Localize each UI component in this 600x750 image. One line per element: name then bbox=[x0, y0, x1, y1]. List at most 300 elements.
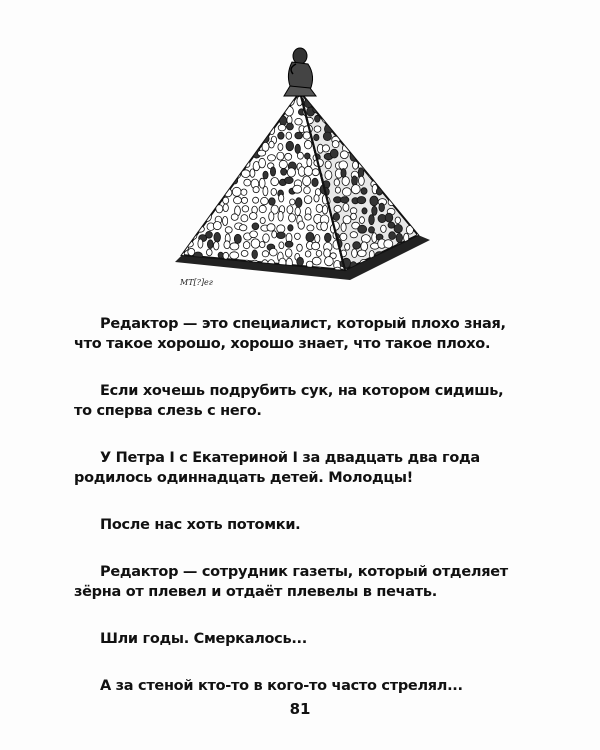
crowd-face-doodle bbox=[233, 144, 241, 150]
crowd-face-doodle bbox=[187, 204, 195, 214]
crowd-face-doodle bbox=[241, 197, 247, 203]
crowd-face-doodle bbox=[325, 107, 331, 115]
paragraph: Шли годы. Смеркалось... bbox=[100, 631, 307, 647]
crowd-face-doodle bbox=[208, 115, 214, 122]
crowd-face-doodle bbox=[241, 89, 247, 96]
crowd-face-doodle bbox=[370, 90, 379, 97]
crowd-face-doodle bbox=[361, 235, 370, 243]
crowd-face-doodle bbox=[243, 242, 250, 249]
crowd-face-doodle bbox=[185, 271, 194, 278]
crowd-face-doodle bbox=[206, 134, 215, 144]
crowd-face-doodle bbox=[412, 135, 418, 141]
crowd-face-doodle bbox=[260, 98, 266, 108]
crowd-face-doodle bbox=[360, 115, 367, 124]
crowd-face-doodle bbox=[181, 125, 187, 134]
crowd-face-doodle bbox=[185, 100, 194, 107]
crowd-face-doodle bbox=[207, 152, 215, 160]
crowd-face-doodle bbox=[361, 188, 367, 195]
crowd-face-doodle bbox=[341, 132, 349, 141]
crowd-face-doodle bbox=[259, 158, 266, 168]
crowd-face-doodle bbox=[397, 125, 405, 135]
crowd-face-doodle bbox=[385, 213, 393, 222]
crowd-face-doodle bbox=[360, 104, 367, 112]
crowd-face-doodle bbox=[359, 144, 368, 152]
crowd-face-doodle bbox=[396, 98, 404, 106]
crowd-face-doodle bbox=[197, 194, 206, 203]
crowd-face-doodle bbox=[232, 187, 241, 196]
crowd-face-doodle bbox=[325, 100, 330, 107]
crowd-face-doodle bbox=[249, 98, 256, 104]
crowd-face-doodle bbox=[298, 221, 304, 229]
crowd-face-doodle bbox=[369, 227, 375, 233]
crowd-face-doodle bbox=[234, 234, 241, 243]
crowd-face-doodle bbox=[278, 144, 283, 151]
crowd-face-doodle bbox=[333, 109, 340, 116]
crowd-face-doodle bbox=[214, 134, 220, 143]
crowd-face-doodle bbox=[259, 106, 265, 114]
crowd-face-doodle bbox=[342, 177, 349, 186]
crowd-face-doodle bbox=[270, 167, 275, 176]
crowd-face-doodle bbox=[259, 205, 266, 212]
crowd-face-doodle bbox=[244, 132, 250, 141]
crowd-face-doodle bbox=[396, 163, 405, 170]
crowd-face-doodle bbox=[295, 233, 301, 239]
crowd-face-doodle bbox=[285, 241, 293, 247]
crowd-face-doodle bbox=[312, 169, 319, 176]
crowd-face-doodle bbox=[316, 90, 324, 99]
crowd-face-doodle bbox=[194, 168, 203, 175]
crowd-face-doodle bbox=[353, 161, 359, 169]
crowd-face-doodle bbox=[188, 159, 194, 167]
crowd-face-doodle bbox=[341, 169, 346, 178]
crowd-face-doodle bbox=[179, 269, 185, 277]
crowd-face-doodle bbox=[312, 242, 320, 250]
crowd-face-doodle bbox=[295, 207, 300, 215]
crowd-face-doodle bbox=[224, 241, 230, 249]
crowd-face-doodle bbox=[224, 114, 231, 121]
crowd-face-doodle bbox=[304, 196, 312, 204]
crowd-face-doodle bbox=[336, 123, 341, 130]
crowd-face-doodle bbox=[204, 127, 212, 134]
crowd-face-doodle bbox=[370, 115, 378, 121]
crowd-face-doodle bbox=[262, 251, 269, 257]
crowd-face-doodle bbox=[208, 194, 214, 203]
crowd-face-doodle bbox=[404, 270, 411, 279]
crowd-face-doodle bbox=[205, 89, 211, 97]
crowd-face-doodle bbox=[262, 88, 268, 96]
pyramid-of-people-illustration bbox=[150, 30, 450, 300]
crowd-face-doodle bbox=[380, 168, 386, 174]
crowd-face-doodle bbox=[214, 232, 221, 242]
crowd-face-doodle bbox=[332, 106, 339, 115]
crowd-face-doodle bbox=[212, 97, 220, 106]
crowd-face-doodle bbox=[405, 251, 413, 260]
crowd-face-doodle bbox=[314, 126, 321, 132]
crowd-face-doodle bbox=[415, 159, 423, 168]
crowd-face-doodle bbox=[331, 90, 339, 97]
crowd-face-doodle bbox=[341, 223, 346, 232]
crowd-face-doodle bbox=[398, 170, 403, 179]
crowd-face-doodle bbox=[222, 140, 230, 149]
crowd-face-doodle bbox=[289, 214, 296, 222]
crowd-face-doodle bbox=[369, 135, 377, 141]
crowd-face-doodle bbox=[213, 114, 222, 123]
crowd-face-doodle bbox=[178, 143, 185, 152]
crowd-face-doodle bbox=[340, 151, 348, 159]
crowd-face-doodle bbox=[315, 115, 321, 122]
crowd-face-doodle bbox=[209, 141, 214, 150]
pyramid-drawing bbox=[150, 30, 450, 300]
crowd-face-doodle bbox=[223, 122, 230, 131]
crowd-face-doodle bbox=[252, 250, 258, 259]
crowd-face-doodle bbox=[180, 158, 185, 167]
crowd-face-doodle bbox=[386, 92, 394, 98]
crowd-face-doodle bbox=[341, 125, 347, 135]
crowd-face-doodle bbox=[394, 134, 402, 142]
crowd-face-doodle bbox=[407, 95, 412, 104]
paragraph: Редактор — это специалист, который плохо зная, что такое хорошо, хорошо знает, что такое плохо. bbox=[74, 316, 506, 352]
crowd-face-doodle bbox=[252, 223, 259, 230]
crowd-face-doodle bbox=[388, 222, 395, 228]
crowd-face-doodle bbox=[287, 168, 295, 177]
crowd-face-doodle bbox=[214, 107, 220, 117]
crowd-face-doodle bbox=[230, 243, 239, 250]
crowd-face-doodle bbox=[387, 267, 396, 277]
crowd-face-doodle bbox=[224, 269, 229, 275]
crowd-face-doodle bbox=[253, 197, 259, 203]
crowd-face-doodle bbox=[181, 197, 190, 206]
crowd-face-doodle bbox=[370, 151, 376, 157]
crowd-face-doodle bbox=[242, 117, 249, 123]
crowd-face-doodle bbox=[295, 132, 303, 139]
paragraph: После нас хоть потомки. bbox=[100, 517, 301, 533]
crowd-face-doodle bbox=[369, 106, 374, 116]
crowd-face-doodle bbox=[349, 105, 357, 113]
crowd-face-doodle bbox=[208, 179, 213, 186]
crowd-face-doodle bbox=[416, 190, 422, 197]
crowd-face-doodle bbox=[414, 116, 422, 125]
crowd-face-doodle bbox=[190, 169, 199, 177]
crowd-face-doodle bbox=[297, 257, 304, 265]
crowd-face-doodle bbox=[241, 250, 248, 256]
crowd-face-doodle bbox=[415, 98, 422, 104]
crowd-face-doodle bbox=[249, 213, 257, 220]
crowd-face-doodle bbox=[263, 234, 270, 243]
crowd-face-doodle bbox=[408, 213, 415, 220]
crowd-face-doodle bbox=[269, 141, 274, 148]
crowd-face-doodle bbox=[250, 144, 255, 151]
crowd-face-doodle bbox=[342, 113, 350, 123]
crowd-face-doodle bbox=[207, 240, 213, 249]
crowd-face-doodle bbox=[217, 145, 222, 152]
crowd-face-doodle bbox=[335, 187, 340, 193]
crowd-face-doodle bbox=[318, 89, 323, 97]
crowd-face-doodle bbox=[235, 86, 241, 96]
crowd-face-doodle bbox=[304, 187, 311, 194]
crowd-face-doodle bbox=[334, 205, 341, 212]
crowd-face-doodle bbox=[225, 170, 234, 180]
crowd-face-doodle bbox=[240, 96, 247, 102]
crowd-face-doodle bbox=[323, 132, 331, 141]
crowd-face-doodle bbox=[417, 252, 422, 259]
crowd-face-doodle bbox=[323, 109, 329, 116]
crowd-face-doodle bbox=[278, 211, 283, 221]
crowd-face-doodle bbox=[344, 89, 352, 96]
crowd-face-doodle bbox=[390, 97, 396, 106]
crowd-face-doodle bbox=[261, 197, 269, 204]
crowd-face-doodle bbox=[399, 258, 404, 267]
crowd-face-doodle bbox=[242, 206, 249, 212]
crowd-face-doodle bbox=[249, 108, 256, 116]
crowd-face-doodle bbox=[352, 249, 358, 258]
crowd-face-doodle bbox=[223, 216, 228, 225]
crowd-face-doodle bbox=[286, 123, 293, 130]
crowd-face-doodle bbox=[188, 150, 194, 157]
crowd-face-doodle bbox=[250, 231, 258, 238]
crowd-face-doodle bbox=[316, 204, 323, 212]
crowd-face-doodle bbox=[189, 199, 195, 205]
crowd-face-doodle bbox=[406, 260, 415, 269]
crowd-face-doodle bbox=[281, 168, 287, 175]
crowd-face-doodle bbox=[353, 125, 358, 133]
crowd-face-doodle bbox=[258, 114, 265, 123]
crowd-face-doodle bbox=[338, 88, 345, 96]
crowd-face-doodle bbox=[332, 96, 339, 105]
crowd-face-doodle bbox=[325, 161, 331, 169]
crowd-face-doodle bbox=[279, 160, 287, 168]
crowd-face-doodle bbox=[397, 198, 406, 207]
crowd-face-doodle bbox=[205, 167, 211, 176]
crowd-face-doodle bbox=[381, 225, 387, 232]
crowd-face-doodle bbox=[342, 123, 348, 131]
crowd-face-doodle bbox=[326, 114, 332, 120]
crowd-face-doodle bbox=[196, 91, 204, 97]
crowd-face-doodle bbox=[377, 116, 385, 123]
crowd-face-doodle bbox=[252, 271, 260, 279]
crowd-face-doodle bbox=[315, 99, 323, 107]
crowd-face-doodle bbox=[218, 178, 223, 185]
crowd-face-doodle bbox=[277, 105, 283, 114]
crowd-face-doodle bbox=[271, 189, 277, 196]
crowd-face-doodle bbox=[357, 197, 366, 204]
crowd-face-doodle bbox=[362, 88, 368, 96]
crowd-face-doodle bbox=[334, 179, 339, 186]
crowd-face-doodle bbox=[286, 132, 292, 139]
crowd-face-doodle bbox=[198, 239, 203, 248]
crowd-face-doodle bbox=[384, 169, 392, 177]
crowd-face-doodle bbox=[297, 152, 303, 159]
crowd-face-doodle bbox=[288, 225, 293, 231]
crowd-face-doodle bbox=[270, 97, 276, 103]
crowd-face-doodle bbox=[233, 96, 239, 105]
crowd-face-doodle bbox=[404, 178, 411, 185]
crowd-face-doodle bbox=[182, 108, 187, 115]
crowd-face-doodle bbox=[266, 109, 274, 115]
crowd-face-doodle bbox=[231, 124, 238, 132]
crowd-face-doodle bbox=[371, 142, 377, 150]
crowd-face-doodle bbox=[350, 232, 357, 238]
crowd-face-doodle bbox=[379, 179, 385, 187]
crowd-face-doodle bbox=[362, 208, 367, 214]
crowd-face-doodle bbox=[240, 140, 248, 149]
crowd-face-doodle bbox=[293, 185, 302, 193]
crowd-face-doodle bbox=[351, 132, 357, 141]
crowd-face-doodle bbox=[217, 162, 222, 171]
crowd-face-doodle bbox=[417, 108, 423, 117]
crowd-face-doodle bbox=[178, 225, 184, 234]
crowd-face-doodle bbox=[370, 124, 379, 131]
crowd-face-doodle bbox=[212, 196, 221, 202]
crowd-face-doodle bbox=[342, 107, 347, 115]
crowd-face-doodle bbox=[271, 178, 279, 186]
crowd-face-doodle bbox=[295, 198, 302, 208]
crowd-face-doodle bbox=[305, 214, 312, 220]
crowd-face-doodle bbox=[314, 134, 319, 140]
crowd-face-doodle bbox=[225, 227, 232, 233]
crowd-face-doodle bbox=[386, 124, 392, 132]
crowd-face-doodle bbox=[243, 124, 251, 133]
crowd-face-doodle bbox=[351, 88, 360, 95]
crowd-face-doodle bbox=[189, 213, 197, 219]
crowd-face-doodle bbox=[304, 166, 312, 176]
crowd-face-doodle bbox=[314, 195, 319, 202]
crowd-face-doodle bbox=[343, 203, 349, 211]
crowd-face-doodle bbox=[285, 153, 292, 160]
crowd-face-doodle bbox=[233, 152, 239, 160]
crowd-face-doodle bbox=[179, 151, 185, 160]
crowd-face-doodle bbox=[200, 140, 205, 149]
crowd-face-doodle bbox=[196, 108, 202, 114]
crowd-face-doodle bbox=[269, 212, 274, 221]
crowd-face-doodle bbox=[372, 206, 377, 215]
crowd-face-doodle bbox=[230, 252, 239, 259]
crowd-face-doodle bbox=[204, 160, 212, 168]
crowd-face-doodle bbox=[272, 231, 277, 238]
crowd-face-doodle bbox=[312, 257, 321, 265]
crowd-face-doodle bbox=[359, 176, 365, 185]
crowd-face-doodle bbox=[224, 91, 230, 99]
crowd-face-doodle bbox=[223, 252, 229, 259]
crowd-face-doodle bbox=[260, 218, 265, 224]
crowd-face-doodle bbox=[351, 97, 359, 103]
crowd-face-doodle bbox=[384, 240, 393, 248]
crowd-face-doodle bbox=[386, 149, 394, 158]
crowd-face-doodle bbox=[415, 216, 421, 223]
crowd-face-doodle bbox=[206, 105, 213, 112]
crowd-face-doodle bbox=[279, 194, 284, 202]
crowd-face-doodle bbox=[376, 151, 384, 160]
crowd-face-doodle bbox=[295, 118, 302, 125]
crowd-face-doodle bbox=[198, 175, 204, 184]
crowd-face-doodle bbox=[214, 185, 220, 195]
crowd-face-doodle bbox=[330, 149, 338, 158]
paragraph: У Петра I с Екатериной I за двадцать два года родилось одиннадцать детей. Молодцы! bbox=[74, 450, 480, 486]
crowd-face-doodle bbox=[231, 214, 238, 221]
crowd-face-doodle bbox=[180, 170, 188, 177]
crowd-face-doodle bbox=[221, 153, 230, 161]
crowd-face-doodle bbox=[252, 127, 261, 134]
crowd-face-doodle bbox=[297, 244, 303, 251]
crowd-face-doodle bbox=[214, 242, 219, 250]
crowd-face-doodle bbox=[241, 106, 248, 113]
crowd-face-doodle bbox=[387, 116, 395, 124]
crowd-face-doodle bbox=[258, 150, 266, 156]
crowd-face-doodle bbox=[215, 168, 224, 177]
crowd-face-doodle bbox=[234, 159, 242, 167]
crowd-face-doodle bbox=[380, 266, 385, 276]
crowd-face-doodle bbox=[213, 222, 221, 230]
crowd-face-doodle bbox=[378, 145, 386, 152]
crowd-face-doodle bbox=[269, 198, 276, 205]
crowd-face-doodle bbox=[206, 231, 213, 238]
crowd-face-doodle bbox=[394, 224, 402, 232]
crowd-face-doodle bbox=[414, 207, 422, 216]
crowd-face-doodle bbox=[395, 187, 403, 196]
crowd-face-doodle bbox=[259, 126, 267, 135]
crowd-face-doodle bbox=[213, 85, 222, 95]
crowd-face-doodle bbox=[343, 131, 352, 141]
crowd-face-doodle bbox=[396, 233, 403, 242]
crowd-face-doodle bbox=[325, 233, 332, 242]
crowd-face-doodle bbox=[218, 252, 223, 258]
crowd-face-doodle bbox=[312, 178, 318, 186]
crowd-face-doodle bbox=[241, 189, 247, 195]
crowd-face-doodle bbox=[287, 206, 293, 214]
crowd-face-doodle bbox=[214, 272, 223, 278]
crowd-face-doodle bbox=[334, 87, 340, 97]
crowd-face-doodle bbox=[190, 221, 196, 230]
crowd-face-doodle bbox=[195, 98, 203, 107]
crowd-face-doodle bbox=[405, 169, 413, 177]
crowd-face-doodle bbox=[307, 158, 312, 166]
crowd-face-doodle bbox=[285, 177, 294, 184]
crowd-face-doodle bbox=[413, 145, 419, 151]
crowd-face-doodle bbox=[372, 96, 379, 105]
crowd-face-doodle bbox=[205, 269, 211, 278]
crowd-face-doodle bbox=[268, 155, 276, 161]
crowd-face-doodle bbox=[206, 206, 211, 213]
crowd-face-doodle bbox=[351, 213, 357, 220]
crowd-face-doodle bbox=[358, 225, 367, 233]
crowd-face-doodle bbox=[271, 90, 277, 97]
crowd-face-doodle bbox=[272, 113, 277, 122]
crowd-face-doodle bbox=[182, 231, 187, 241]
crowd-face-doodle bbox=[387, 145, 393, 151]
crowd-face-doodle bbox=[242, 150, 249, 160]
crowd-face-doodle bbox=[263, 171, 268, 179]
crowd-face-doodle bbox=[394, 142, 401, 152]
crowd-face-doodle bbox=[208, 188, 213, 197]
crowd-face-doodle bbox=[379, 203, 385, 212]
crowd-face-doodle bbox=[259, 242, 265, 248]
crowd-face-doodle bbox=[324, 97, 333, 106]
crowd-face-doodle bbox=[369, 215, 375, 225]
crowd-face-doodle bbox=[370, 196, 378, 206]
crowd-face-doodle bbox=[340, 99, 348, 107]
crowd-face-doodle bbox=[316, 97, 323, 106]
crowd-face-doodle bbox=[195, 204, 204, 212]
crowd-face-doodle bbox=[244, 179, 251, 186]
crowd-face-doodle bbox=[340, 233, 347, 240]
crowd-face-doodle bbox=[236, 108, 241, 115]
crowd-face-doodle bbox=[414, 88, 423, 97]
crowd-face-doodle bbox=[307, 225, 314, 231]
crowd-face-doodle bbox=[403, 152, 411, 161]
crowd-face-doodle bbox=[358, 250, 367, 257]
crowd-face-doodle bbox=[341, 197, 349, 203]
crowd-face-doodle bbox=[352, 176, 358, 186]
crowd-face-doodle bbox=[360, 133, 366, 139]
